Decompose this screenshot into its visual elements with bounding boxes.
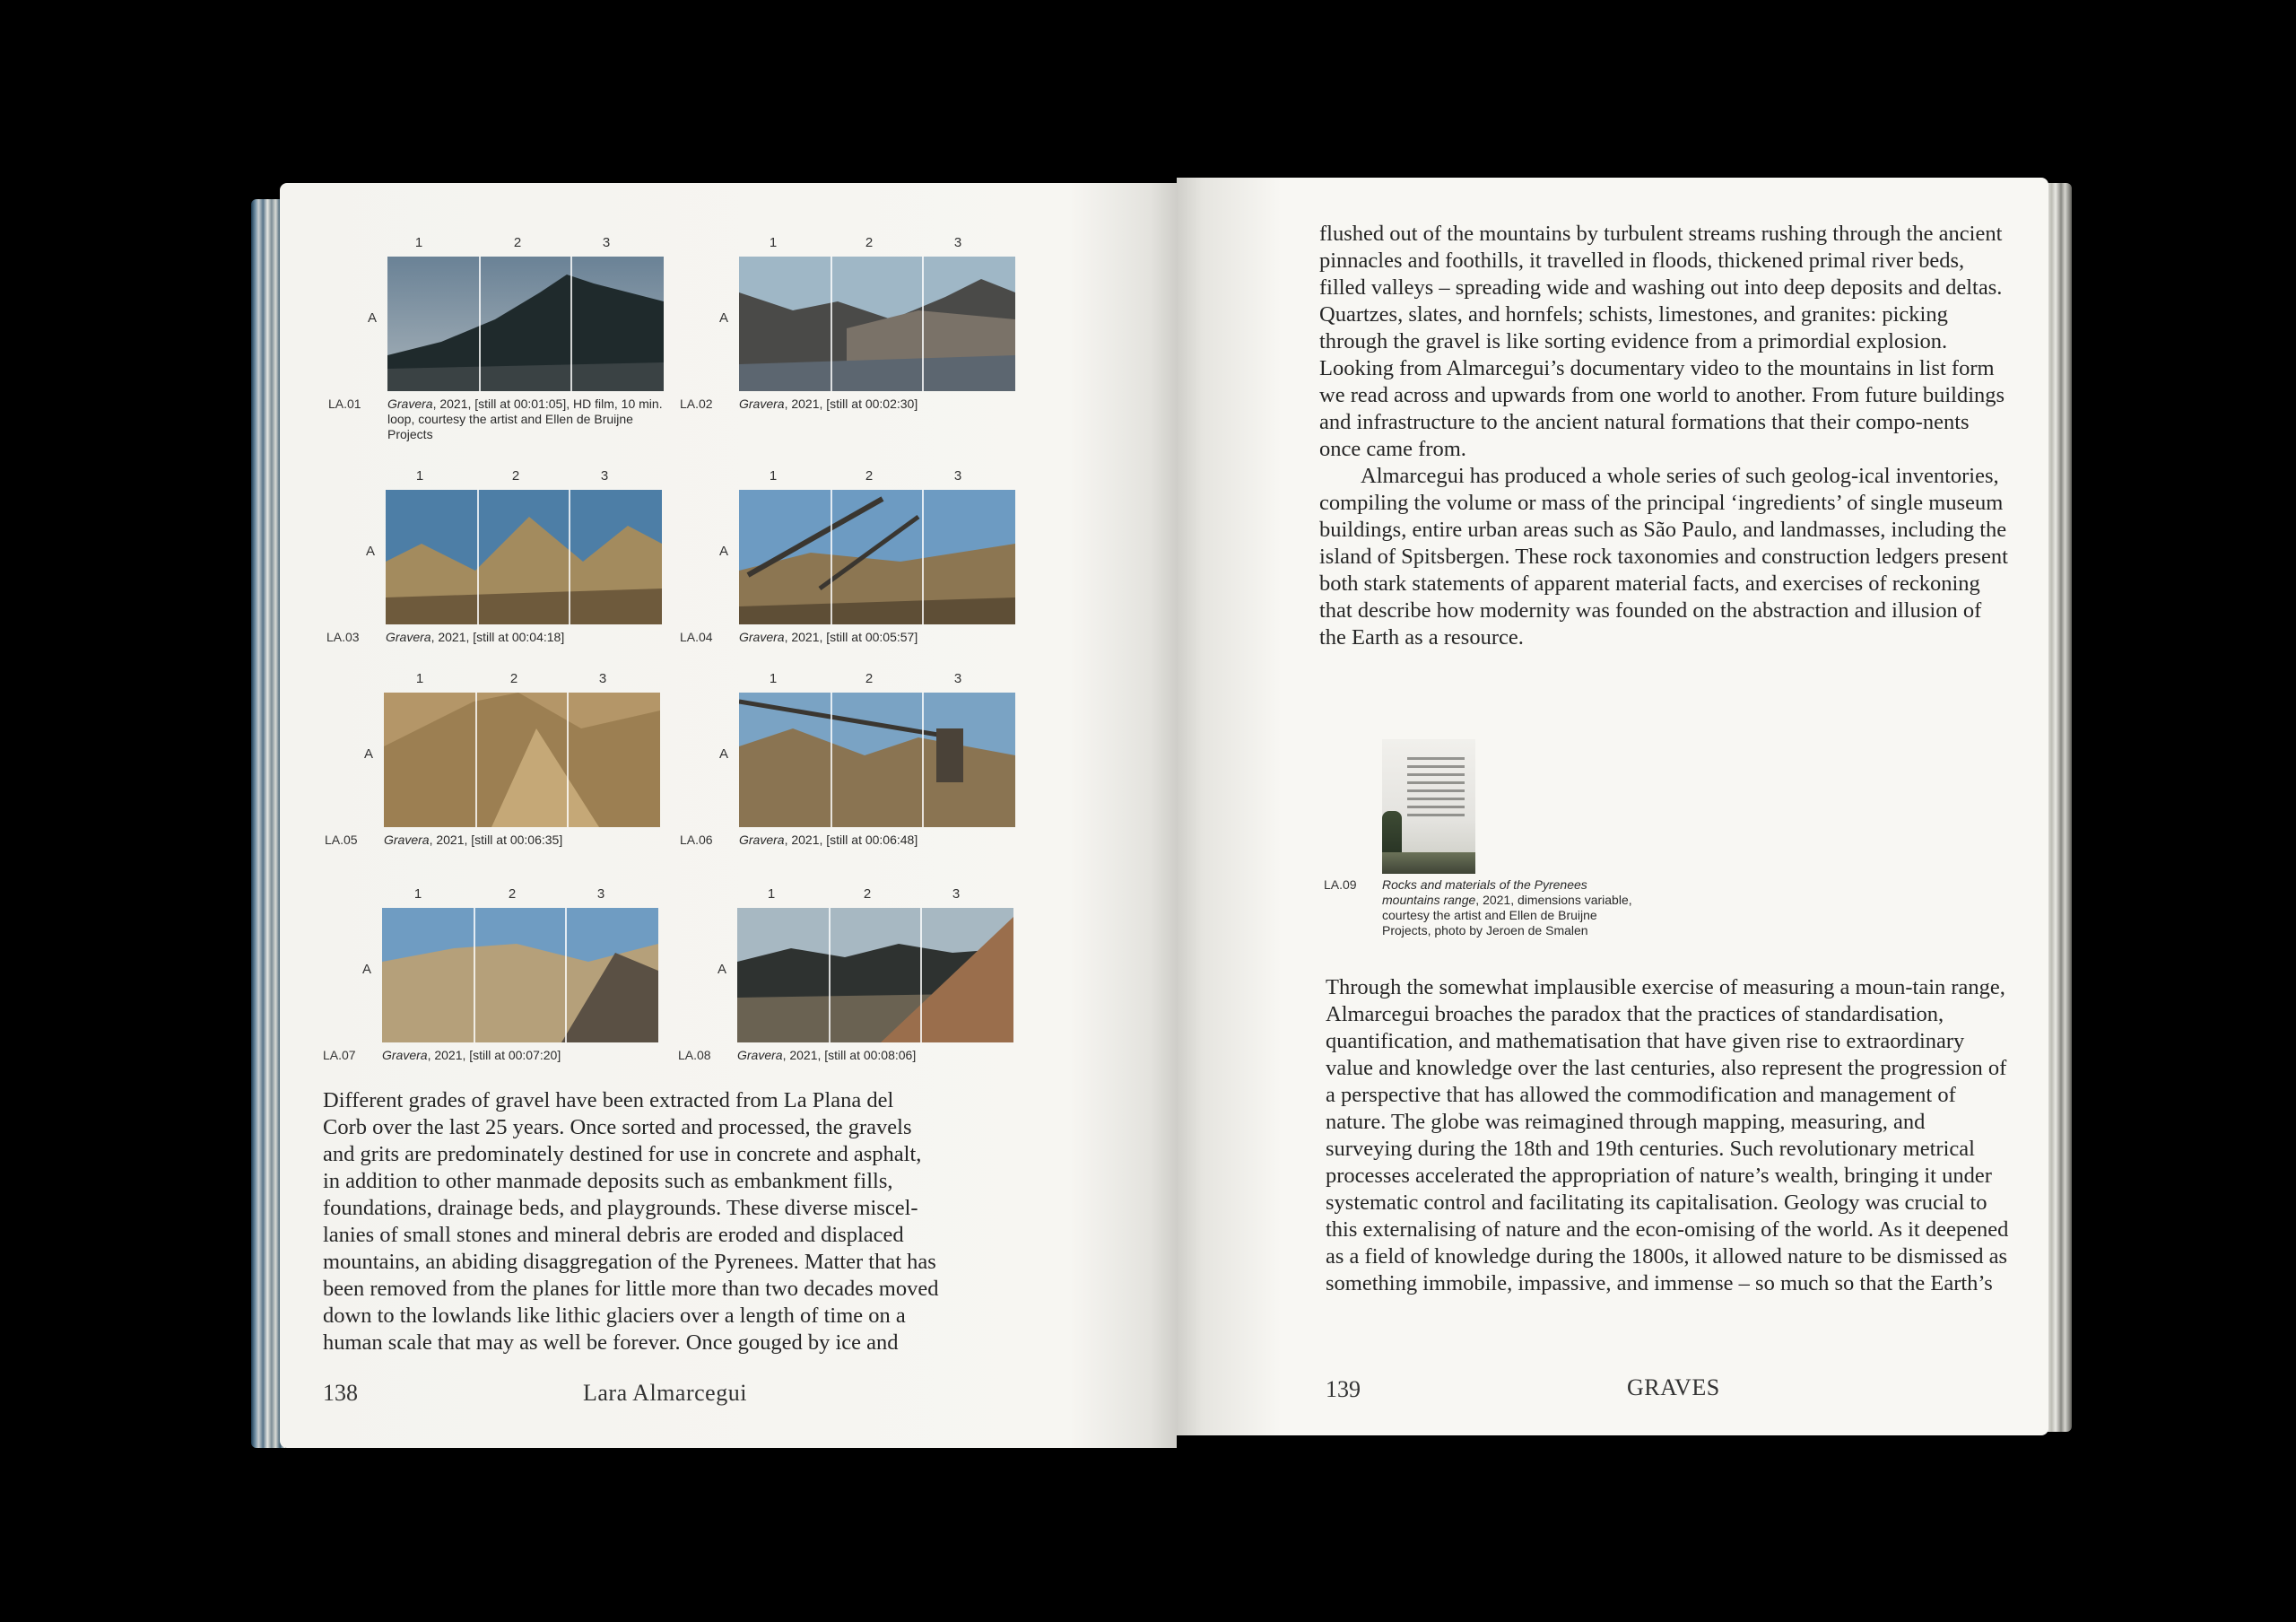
paragraph: Through the somewhat implausible exercise of measuring a moun-tain range, Almarcegui broaches the paradox that the practices of standardisation, quantification, and mathematisation that have given rise to extraordinary value and knowledge over the last centuries, also represent the progression of a perspective that has allowed the commodification and management of nature. The globe was reimagined through mapping, measuring, and surveying during the 18th and 19th centuries. Such revolutionary metrical processes accelerated the appropriation of nature’s wealth, bringing it under systematic control and facilitating its capitalisation. Geology was crucial to this externalising of nature and the econ-omising of the world. As it deepened as a field of knowledge during the 1800s, it allowed nature to be dismissed as something immobile, impassive, and immense – so much so that the Earth’s (1326, 975, 2009, 1295)
film-still (382, 908, 658, 1042)
col-label: 1 (415, 671, 424, 686)
figure-caption: Gravera, 2021, [still at 00:06:48] (739, 833, 918, 847)
figure-caption: Gravera, 2021, [still at 00:08:06] (737, 1048, 917, 1062)
figure-caption: Gravera, 2021, [still at 00:05:57] (739, 630, 918, 644)
row-label: A (366, 544, 376, 559)
column-labels (382, 886, 660, 904)
figure-caption: Rocks and materials of the Pyrenees mountains range, 2021, dimensions variable, courtesy the artist and Ellen de Bruijne Projects, photo by Jeroen de Smalen (1382, 877, 1632, 937)
figure-caption: Gravera, 2021, [still at 00:02:30] (739, 397, 918, 411)
row-label: A (719, 310, 729, 326)
col-label: 2 (508, 886, 517, 902)
column-labels (739, 468, 1017, 486)
figure-number: LA.02 (680, 397, 713, 411)
gravel-mound-still-image (386, 490, 662, 624)
row-label: A (719, 544, 729, 559)
col-label: 1 (769, 468, 778, 484)
running-head: GRAVES (1627, 1374, 1720, 1400)
page-number: 138 (323, 1380, 358, 1406)
figure-number: LA.06 (680, 833, 713, 847)
col-label: 3 (596, 886, 605, 902)
valley-still-image (739, 257, 1015, 391)
stockpile-conveyor-still-image (739, 693, 1015, 827)
column-labels (739, 235, 1017, 253)
col-label: 3 (953, 468, 962, 484)
col-label: 2 (513, 235, 522, 250)
figure-caption: Gravera, 2021, [still at 00:01:05], HD film, 10 min. loop, courtesy the artist and Ellen de Bruijne Projects (387, 397, 663, 441)
film-still (739, 257, 1015, 391)
col-label: 3 (600, 468, 609, 484)
col-label: 1 (767, 886, 776, 902)
paragraph: Almarcegui has produced a whole series of such geolog-ical inventories, compiling the volume or mass of the principal ‘ingredients’ of single museum buildings, entire urban areas such as São Paulo, and landmasses, including the island of Spitsbergen. These rock taxonomies and construction ledgers present both stark statements of apparent material facts, and exercises of reckoning that describe how modernity was founded on the abstraction and illusion of the Earth as a resource. (1319, 464, 2008, 650)
col-label: 2 (863, 886, 872, 902)
left-page (280, 183, 1177, 1448)
body-text-bottom (1326, 974, 2016, 1297)
col-label: 1 (415, 468, 424, 484)
row-label: A (364, 746, 374, 762)
figure-number: LA.08 (678, 1048, 711, 1062)
conveyor-still-image (739, 490, 1015, 624)
col-label: 2 (865, 671, 874, 686)
col-label: 3 (953, 671, 962, 686)
right-page (1177, 178, 2048, 1435)
figure-la09-image (1382, 739, 1475, 874)
row-label: A (362, 962, 372, 977)
column-labels (387, 235, 665, 253)
col-label: 3 (953, 235, 962, 250)
column-labels (737, 886, 1015, 904)
body-text-top (1319, 221, 2010, 651)
figure-number: LA.03 (326, 630, 360, 644)
col-label: 1 (414, 235, 423, 250)
figure-caption: Gravera, 2021, [still at 00:07:20] (382, 1048, 561, 1062)
running-head: Lara Almarcegui (583, 1380, 747, 1406)
col-label: 2 (511, 468, 520, 484)
col-label: 2 (865, 235, 874, 250)
right-page-edges (2045, 183, 2072, 1432)
col-label: 1 (413, 886, 422, 902)
film-still (737, 908, 1013, 1042)
figure-number: LA.04 (680, 630, 713, 644)
row-label: A (718, 962, 727, 977)
col-label: 3 (598, 671, 607, 686)
mountain-still-image (387, 257, 664, 391)
figure-caption: Gravera, 2021, [still at 00:04:18] (386, 630, 565, 644)
film-still (384, 693, 660, 827)
figure-number: LA.05 (325, 833, 358, 847)
col-label: 1 (769, 235, 778, 250)
column-labels (386, 468, 664, 486)
page-number: 139 (1326, 1376, 1361, 1402)
figure-number: LA.09 (1324, 877, 1357, 892)
figure-caption: Gravera, 2021, [still at 00:06:35] (384, 833, 563, 847)
figure-number: LA.01 (328, 397, 361, 411)
sand-pile-still-image (384, 693, 660, 827)
body-paragraph: Different grades of gravel have been extracted from La Plana del Corb over the last 25 years. Once sorted and processed, the gravels and grits are predominately destined for use in concrete and asphalt, in addition to other manmade deposits such as embankment fills, foundations, drainage beds, and playgrounds. These diverse miscel-lanies of small stones and mineral debris are eroded and displaced mountains, an abiding disaggregation of the Pyrenees. Matter that has been removed from the planes for little more than two decades moved down to the lowlands like lithic glaciers over a length of time on a human scale that may as well be forever. Once gouged by ice and (323, 1088, 939, 1355)
row-label: A (368, 310, 378, 326)
film-still (739, 693, 1015, 827)
col-label: 3 (952, 886, 961, 902)
col-label: 2 (509, 671, 518, 686)
col-label: 3 (602, 235, 611, 250)
col-label: 2 (865, 468, 874, 484)
film-still (387, 257, 664, 391)
paragraph: flushed out of the mountains by turbulent streams rushing through the ancient pinnacles and foothills, it travelled in floods, thickened primal river beds, filled valleys – spreading wide and washing out into deep deposits and deltas. Quartzes, slates, and hornfels; schists, limestones, and granites: picking through the gravel is like sorting evidence from a primordial explosion. Looking from Almarcegui’s documentary video to the mountains in list form we read across and upwards from one world to another. From future buildings and infrastructure to the ancient natural formations that their compo-nents once came from. (1319, 222, 2005, 461)
plain-and-dune-still-image (737, 908, 1013, 1042)
column-labels (739, 671, 1017, 689)
film-still (386, 490, 662, 624)
col-label: 1 (769, 671, 778, 686)
figure-number: LA.07 (323, 1048, 356, 1062)
rubble-still-image (382, 908, 658, 1042)
column-labels (384, 671, 662, 689)
row-label: A (719, 746, 729, 762)
film-still (739, 490, 1015, 624)
